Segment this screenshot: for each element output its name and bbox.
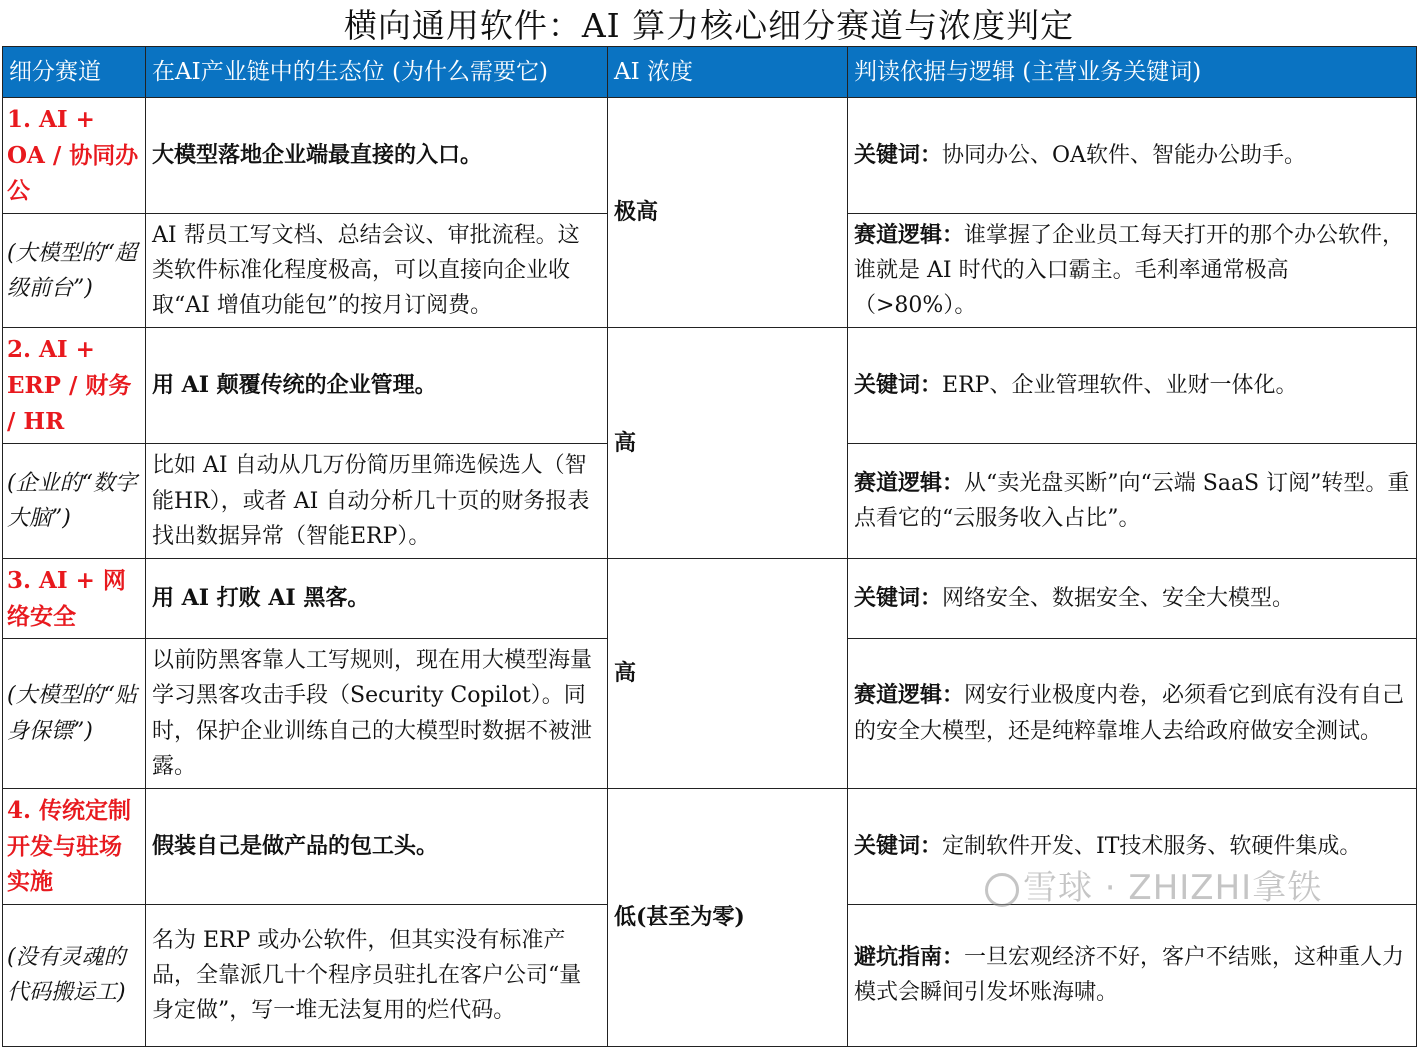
category-cell: 2. AI + ERP / 财务 / HR [3, 328, 146, 444]
logic-label: 避坑指南： [854, 944, 965, 971]
keyword-label: 关键词： [854, 832, 943, 859]
logic-label: 赛道逻辑： [854, 470, 965, 496]
logic-cell [848, 213, 1417, 328]
keyword-cell [848, 98, 1417, 214]
role-head-cell: 用 AI 打败 AI 黑客。 [146, 558, 608, 638]
table-row [3, 558, 1417, 638]
logic-text: 谁掌握了企业员工每天打开的那个办公软件，谁就是 AI 时代的入口霸主。毛利率通常极高（>80%）。 [854, 222, 1405, 319]
table-row [3, 98, 1417, 214]
role-head-cell: 大模型落地企业端最直接的入口。 [146, 98, 608, 214]
header-density: AI 浓度 [608, 47, 848, 98]
logic-label: 赛道逻辑： [854, 682, 965, 709]
keyword-label: 关键词： [854, 141, 943, 168]
subtitle-cell: (大模型的“超级前台”) [3, 213, 146, 328]
category-cell: 1. AI + OA / 协同办公 [3, 98, 146, 214]
header-role: 在AI产业链中的生态位 (为什么需要它) [146, 47, 608, 98]
logic-text: 一旦宏观经济不好，客户不结账，这种重人力模式会瞬间引发坏账海啸。 [854, 945, 1405, 1006]
table-header-row [3, 47, 1417, 98]
keyword-text: ERP、企业管理软件、业财一体化。 [942, 373, 1298, 399]
role-body-cell: 比如 AI 自动从几万份简历里筛选候选人（智能HR），或者 AI 自动分析几十页的财务报表找出数据异常（智能ERP）。 [146, 444, 608, 559]
logic-label: 赛道逻辑： [854, 221, 965, 248]
role-body-cell: 名为 ERP 或办公软件，但其实没有标准产品，全靠派几十个程序员驻扎在客户公司“量身定做”，写一堆无法复用的烂代码。 [146, 904, 608, 1046]
density-cell: 极高 [608, 98, 848, 328]
role-head-cell: 假装自己是做产品的包工头。 [146, 789, 608, 905]
subtitle-cell: (大模型的“贴身保镖”) [3, 639, 146, 789]
logic-text: 网安行业极度内卷，必须看它到底有没有自己的安全大模型，还是纯粹靠堆人去给政府做安全测试。 [854, 683, 1405, 744]
header-segment: 细分赛道 [3, 47, 146, 98]
logic-cell [848, 444, 1417, 559]
keyword-label: 关键词： [854, 372, 943, 399]
keyword-cell [848, 328, 1417, 444]
density-cell: 高 [608, 558, 848, 788]
logic-cell [848, 639, 1417, 789]
segment-table [2, 46, 1417, 1047]
category-cell: 4. 传统定制开发与驻场实施 [3, 789, 146, 905]
watermark-text: 雪球 · ZHIZHI拿铁 [1023, 868, 1323, 908]
keyword-text: 协同办公、OA软件、智能办公助手。 [942, 142, 1306, 168]
keyword-text: 网络安全、数据安全、安全大模型。 [942, 586, 1295, 612]
subtitle-cell: (没有灵魂的代码搬运工) [3, 904, 146, 1046]
keyword-cell [848, 558, 1417, 638]
table-row [3, 328, 1417, 444]
page-title: 横向通用软件：AI 算力核心细分赛道与浓度判定 [343, 5, 1075, 45]
header-logic: 判读依据与逻辑 (主营业务关键词) [848, 47, 1417, 98]
density-cell: 低(甚至为零) [608, 789, 848, 1047]
role-body-cell: AI 帮员工写文档、总结会议、审批流程。这类软件标准化程度极高，可以直接向企业收取“AI 增值功能包”的按月订阅费。 [146, 213, 608, 328]
table-row [3, 789, 1417, 905]
density-cell: 高 [608, 328, 848, 558]
subtitle-cell: (企业的“数字大脑”) [3, 444, 146, 559]
role-head-cell: 用 AI 颠覆传统的企业管理。 [146, 328, 608, 444]
role-body-cell: 以前防黑客靠人工写规则，现在用大模型海量学习黑客攻击手段（Security Copilot）。同时，保护企业训练自己的大模型时数据不被泄露。 [146, 639, 608, 789]
keyword-text: 定制软件开发、IT技术服务、软硬件集成。 [942, 833, 1362, 859]
category-cell: 3. AI + 网络安全 [3, 558, 146, 638]
keyword-label: 关键词： [854, 585, 943, 612]
keyword-cell [848, 789, 1417, 905]
logic-text: 从“卖光盘买断”向“云端 SaaS 订阅”转型。重点看它的“云服务收入占比”。 [854, 471, 1410, 532]
